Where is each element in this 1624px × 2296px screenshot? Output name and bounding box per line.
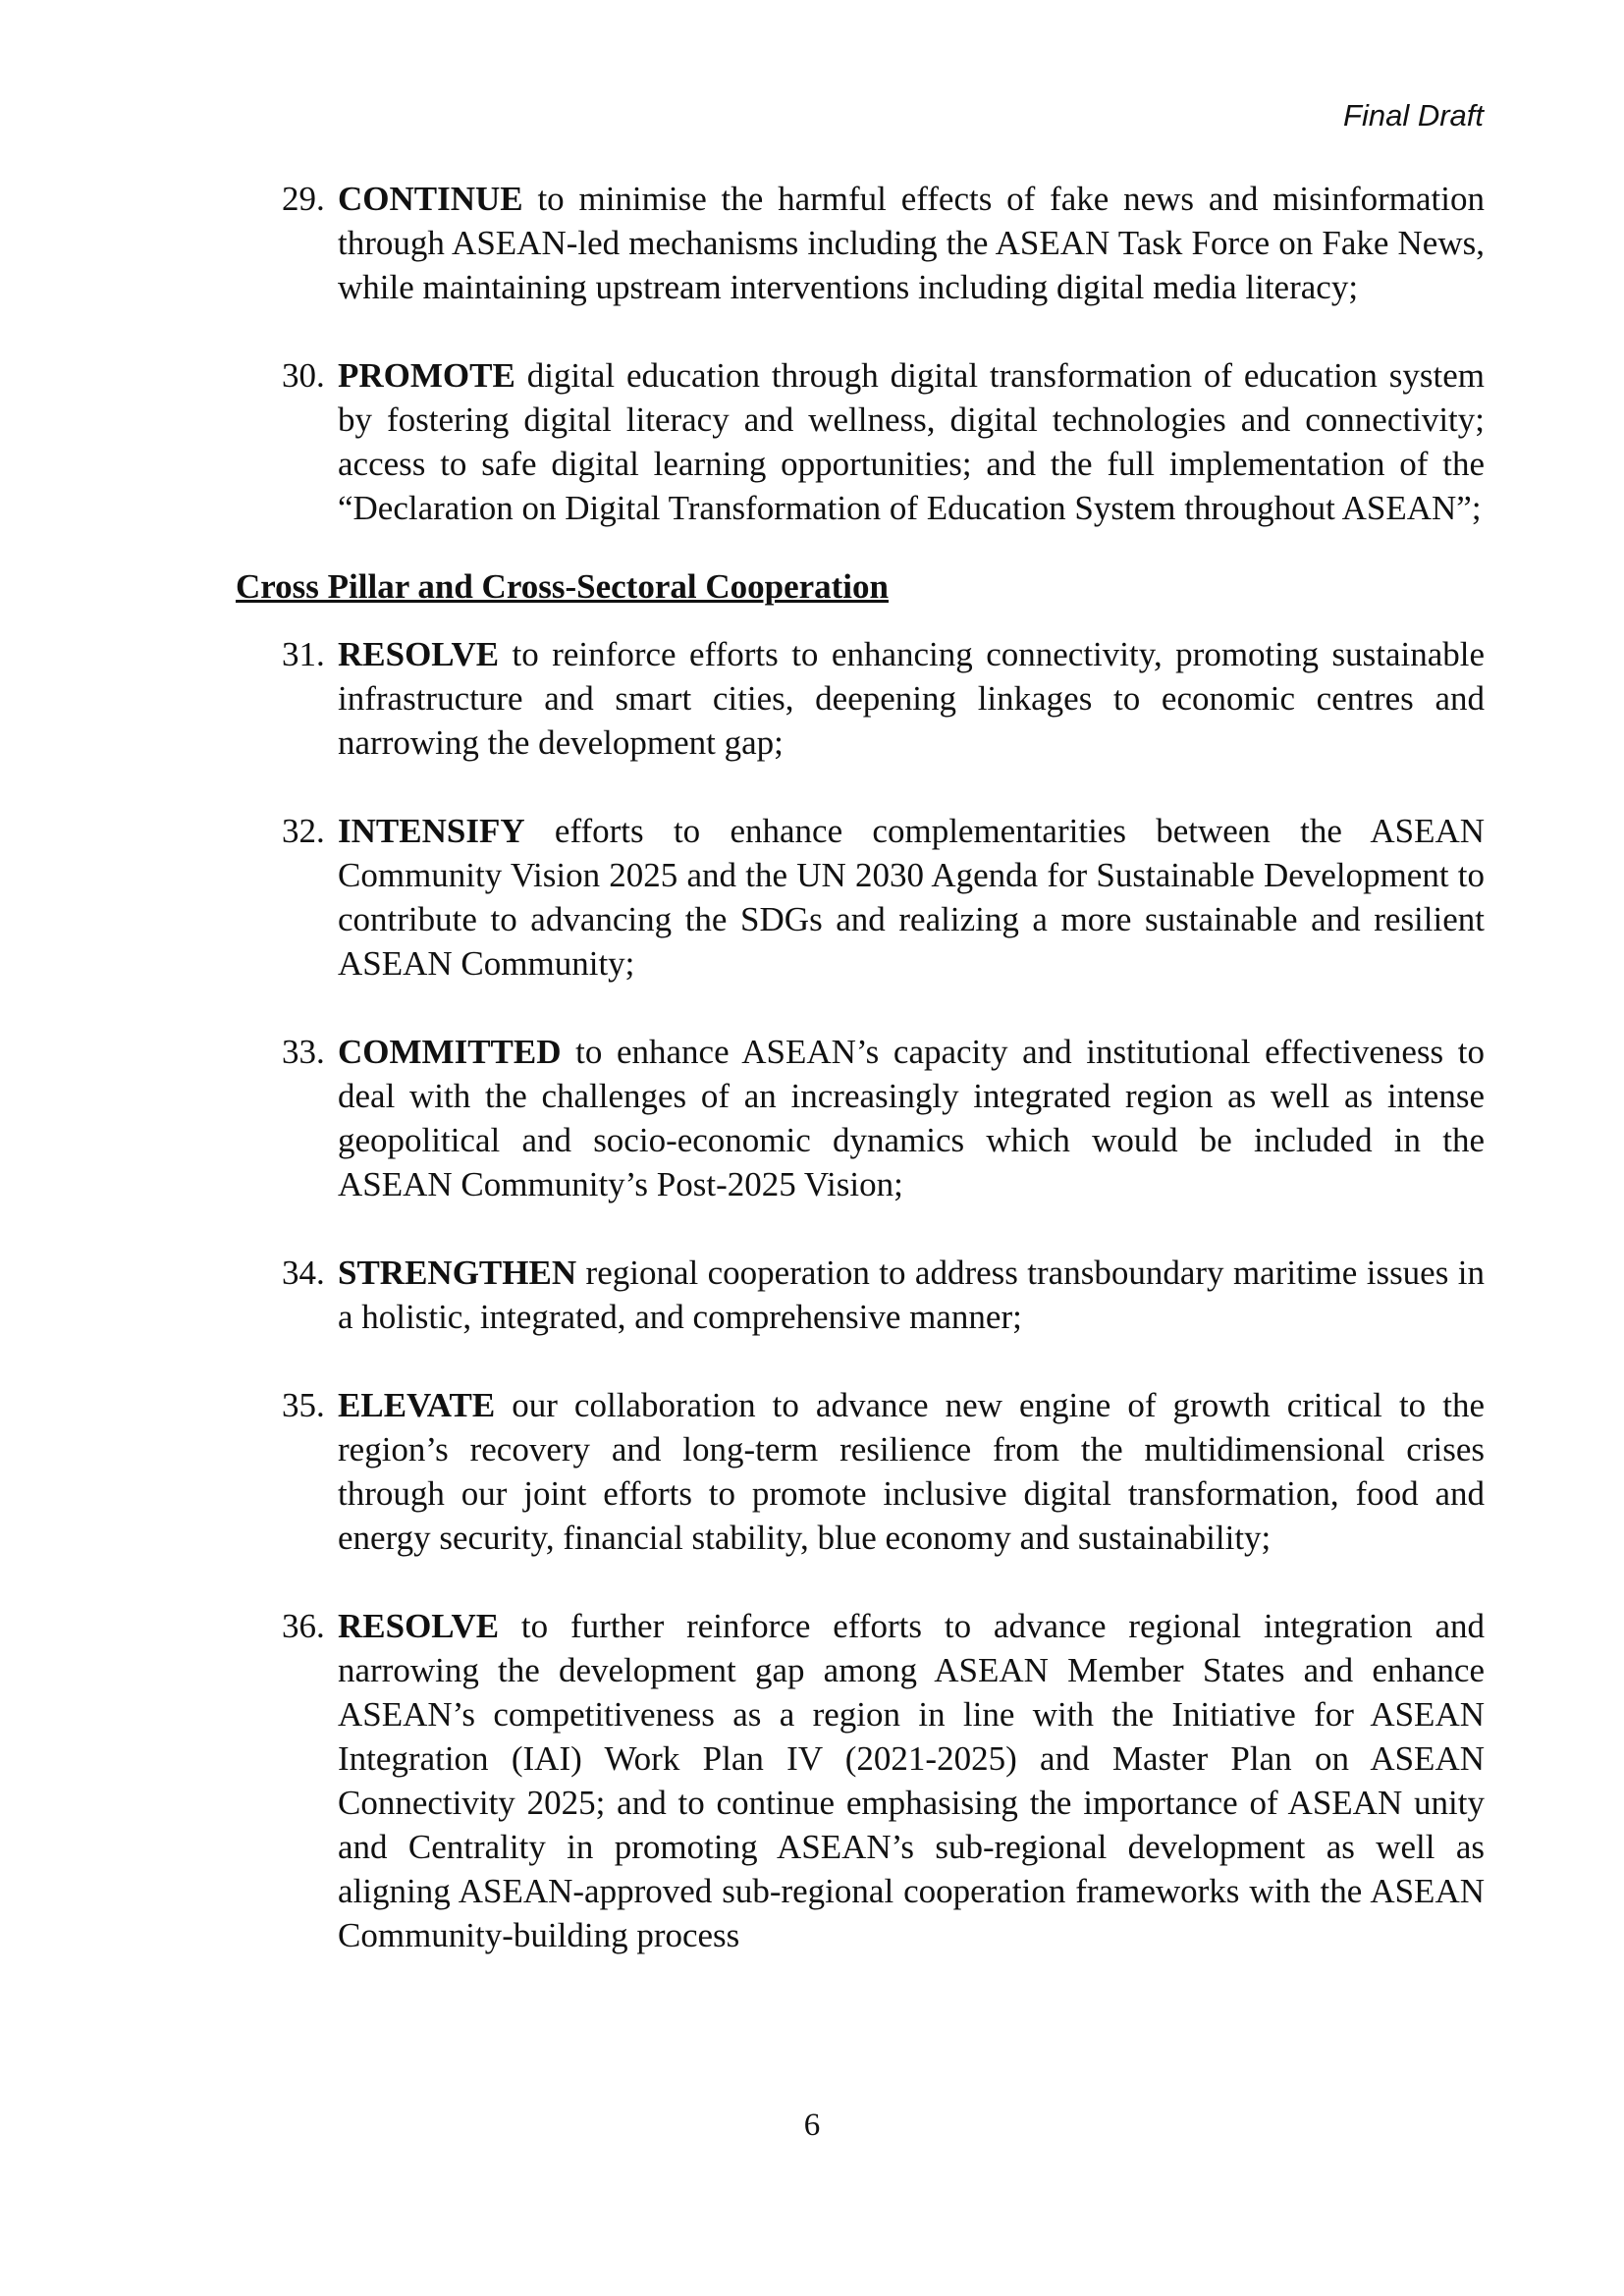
section-heading: Cross Pillar and Cross-Sectoral Cooperation bbox=[236, 567, 889, 606]
item-keyword: COMMITTED bbox=[338, 1033, 562, 1071]
paragraph-item bbox=[236, 1030, 1485, 1206]
item-number: 35. bbox=[282, 1386, 325, 1424]
item-number: 31. bbox=[282, 635, 325, 673]
item-keyword: CONTINUE bbox=[338, 180, 523, 218]
paragraph-item bbox=[236, 632, 1485, 765]
item-text: regional cooperation to address transboundary maritime issues in a holistic, integrated, and comprehensive manner; bbox=[338, 1254, 1485, 1336]
item-number: 33. bbox=[282, 1033, 325, 1071]
paragraph-item bbox=[236, 177, 1485, 309]
draft-label: Final Draft bbox=[1343, 98, 1484, 133]
item-number: 36. bbox=[282, 1607, 325, 1645]
item-number: 34. bbox=[282, 1254, 325, 1292]
page-number: 6 bbox=[803, 2108, 821, 2143]
item-text: to enhance ASEAN’s capacity and institutional effectiveness to deal with the challenges of an increasingly integrated region as well as intense geopolitical and socio-economic dynamics which would be included in the ASEAN Community’s Post-2025 Vision; bbox=[338, 1033, 1485, 1203]
item-keyword: PROMOTE bbox=[338, 356, 515, 395]
item-keyword: INTENSIFY bbox=[338, 812, 525, 850]
item-text: to further reinforce efforts to advance regional integration and narrowing the development gap among ASEAN Member States and enhance ASEAN’s competitiveness as a region in line with the Initiative for ASEAN Integration (IAI) Work Plan IV (2021-2025) and Master Plan on ASEAN Connectivity 2025; and to continue emphasising the importance of ASEAN unity and Centrality in promoting ASEAN’s sub-regional development as well as aligning ASEAN-approved sub-regional cooperation frameworks with the ASEAN Community-building process bbox=[338, 1607, 1485, 1954]
item-number: 29. bbox=[282, 180, 325, 218]
paragraph-item bbox=[236, 1604, 1485, 1957]
paragraph-item bbox=[236, 1383, 1485, 1560]
paragraph-list bbox=[236, 177, 1485, 2002]
item-text: to reinforce efforts to enhancing connectivity, promoting sustainable infrastructure and smart cities, deepening linkages to economic centres and narrowing the development gap; bbox=[338, 635, 1485, 762]
item-keyword: RESOLVE bbox=[338, 1607, 500, 1645]
item-text: digital education through digital transformation of education system by fostering digital literacy and wellness, digital technologies and connectivity; access to safe digital learning opportunities; and the full implementation of the “Declaration on Digital Transformation of Education System throughout ASEAN”; bbox=[338, 356, 1485, 527]
paragraph-item bbox=[236, 353, 1485, 530]
item-keyword: RESOLVE bbox=[338, 635, 500, 673]
item-text: our collaboration to advance new engine of growth critical to the region’s recovery and long-term resilience from the multidimensional crises through our joint efforts to promote inclusive digital transformation, food and energy security, financial stability, blue economy and sustainability; bbox=[338, 1386, 1485, 1557]
item-keyword: ELEVATE bbox=[338, 1386, 496, 1424]
item-text: to minimise the harmful effects of fake news and misinformation through ASEAN-led mechanisms including the ASEAN Task Force on Fake News, while maintaining upstream interventions including digital media literacy; bbox=[338, 180, 1485, 306]
item-number: 32. bbox=[282, 812, 325, 850]
item-text: efforts to enhance complementarities between the ASEAN Community Vision 2025 and the UN 2030 Agenda for Sustainable Development to contribute to advancing the SDGs and realizing a more sustainable and resilient ASEAN Community; bbox=[338, 812, 1485, 983]
paragraph-item bbox=[236, 809, 1485, 986]
item-number: 30. bbox=[282, 356, 325, 395]
paragraph-item bbox=[236, 1251, 1485, 1339]
item-keyword: STRENGTHEN bbox=[338, 1254, 577, 1292]
